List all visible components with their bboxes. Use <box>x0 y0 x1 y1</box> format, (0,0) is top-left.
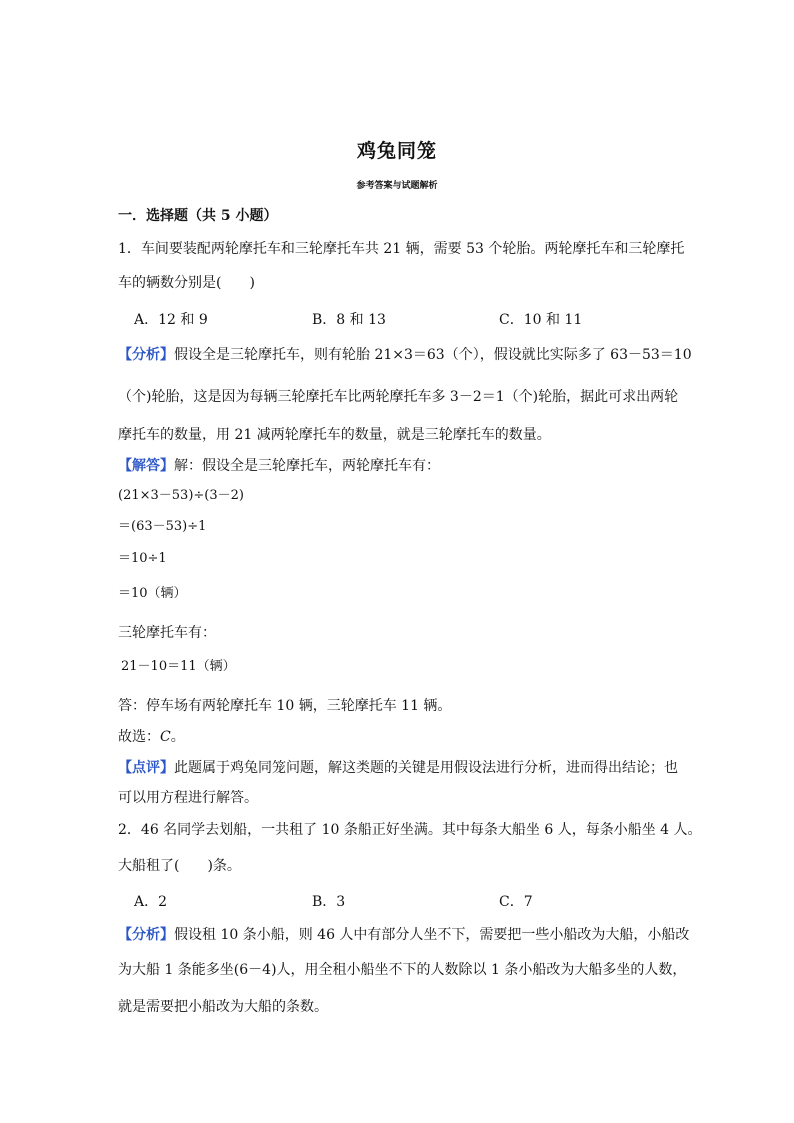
q1-review-text-1: 此题属于鸡兔同笼问题，解这类题的关键是用假设法进行分析，进而得出结论；也 <box>174 760 678 776</box>
q2-analysis-line-2: 为大船 1 条能多坐(6－4)人，用全租小船坐不下的人数除以 1 条小船改为大船多坐的人数， <box>118 962 687 978</box>
q2-option-a: A．2 <box>134 894 168 910</box>
page-subtitle: 参考答案与试题解析 <box>356 181 438 191</box>
q1-option-b: B．8 和 13 <box>312 312 386 328</box>
section-heading: 一．选择题（共 5 小题） <box>118 208 278 224</box>
q1-choice-letter: C <box>160 729 171 745</box>
q1-analysis-line-1 <box>118 346 692 364</box>
q2-analysis-line-1 <box>118 926 689 944</box>
q1-stem-line-2: 车的辆数分别是( ) <box>118 275 255 291</box>
q1-stem-line-1: 1．车间要装配两轮摩托车和三轮摩托车共 21 辆，需要 53 个轮胎。两轮摩托车和三轮摩托 <box>118 241 685 257</box>
analysis-tag: 【分析】 <box>118 347 174 363</box>
q1-calc-5: 21－10＝11（辆） <box>121 659 236 674</box>
q2-stem-line-2: 大船租了( )条。 <box>118 858 241 874</box>
q1-analysis-text-1: 假设全是三轮摩托车，则有轮胎 21×3＝63（个），假设就比实际多了 63－53＝10 <box>174 347 692 363</box>
q1-review-line-1 <box>118 759 678 777</box>
q2-analysis-line-3: 就是需要把小船改为大船的条数。 <box>118 999 328 1015</box>
page-title: 鸡兔同笼 <box>356 140 437 162</box>
answer-tag: 【解答】 <box>118 458 174 474</box>
q1-choice-suffix: 。 <box>170 729 185 745</box>
q1-analysis-line-2: （个)轮胎，这是因为每辆三轮摩托车比两轮摩托车多 3－2＝1（个)轮胎，据此可求出两轮 <box>118 389 679 405</box>
q1-option-c: C．10 和 11 <box>499 312 583 328</box>
q1-answer-text-1: 解：假设全是三轮摩托车，两轮摩托车有： <box>174 458 440 474</box>
q1-answer-line-1 <box>118 457 440 475</box>
q1-choice-prefix: 故选： <box>118 729 160 745</box>
q1-calc-2: ＝(63－53)÷1 <box>118 519 207 534</box>
q1-reply: 答：停车场有两轮摩托车 10 辆，三轮摩托车 11 辆。 <box>118 698 452 714</box>
q1-review-line-2: 可以用方程进行解答。 <box>118 790 258 806</box>
q1-calc-1: (21×3－53)÷(3－2) <box>118 488 244 503</box>
q1-three-wheel-label: 三轮摩托车有： <box>118 625 216 641</box>
q2-stem-line-1: 2．46 名同学去划船，一共租了 10 条船正好坐满。其中每条大船坐 6 人，每条小船坐 4 人。 <box>118 822 702 838</box>
q1-analysis-line-3: 摩托车的数量，用 21 减两轮摩托车的数量，就是三轮摩托车的数量。 <box>118 427 551 443</box>
q1-choice <box>118 728 185 746</box>
analysis-tag: 【分析】 <box>118 927 174 943</box>
q1-calc-3: ＝10÷1 <box>118 551 167 566</box>
q2-option-b: B．3 <box>312 894 346 910</box>
q1-option-a: A．12 和 9 <box>134 312 208 328</box>
q1-calc-4: ＝10（辆） <box>118 586 187 601</box>
review-tag: 【点评】 <box>118 760 174 776</box>
q2-option-c: C．7 <box>499 894 533 910</box>
q2-analysis-text-1: 假设租 10 条小船，则 46 人中有部分人坐不下，需要把一些小船改为大船，小船改 <box>174 927 690 943</box>
